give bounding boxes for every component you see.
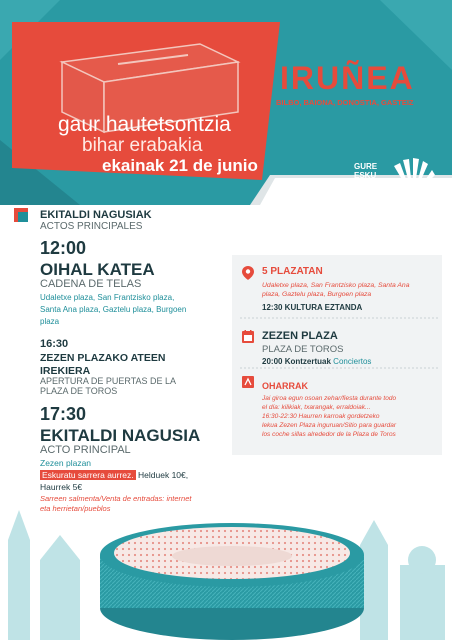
section-subtitle: ACTOS PRINCIPALES	[40, 221, 143, 232]
calendar-icon	[242, 330, 254, 343]
notes-text-line: el día: kilikiak, txarangak, erraldoiak...	[262, 404, 371, 411]
section-icon-inner	[18, 212, 28, 222]
notes-text-line: Jai giroa egun osoan zehar/fiesta durante todo	[262, 395, 397, 402]
section-icon	[14, 208, 28, 222]
event-date	[102, 156, 258, 176]
tagline-1: gaur hautetsontzia	[58, 113, 231, 136]
hand-fan-icon	[390, 156, 436, 200]
event-3-time: 17:30	[40, 404, 87, 424]
event-3-place: Zezen plazan	[40, 458, 92, 468]
event-1-places	[40, 292, 186, 328]
event-1-time: 12:00	[40, 238, 87, 258]
bullring-subtitle: PLAZA DE TOROS	[262, 344, 344, 355]
ticket-highlight: Eskuratu sarrera aurrez.	[42, 470, 134, 480]
tagline-2: bihar erabakia	[82, 135, 203, 156]
event-1-subtitle: CADENA DE TELAS	[40, 278, 142, 290]
event-2-title	[40, 352, 165, 378]
event-2-subtitle-line: PLAZA DE TOROS	[40, 386, 118, 396]
plazas-event: 12:30 KULTURA EZTANDA	[262, 303, 363, 312]
bullring-title: ZEZEN PLAZA	[262, 330, 338, 342]
plazas-text-line: plaza, Gaztelu plaza, Burgoen plaza	[262, 291, 372, 298]
event-3-title: EKITALDI NAGUSIA	[40, 426, 201, 445]
notes-title: OHARRAK	[262, 381, 308, 391]
logo-line-2: ESKU	[354, 171, 377, 180]
ticket-sale-line: eta herrietan/pueblos	[40, 504, 111, 513]
event-1-place-line: Santa Ana plaza, Gaztelu plaza, Burgoen	[40, 305, 187, 314]
plazas-text-line: Udaletxe plaza, San Frantzisko plaza, Santa Ana	[262, 282, 410, 289]
ticket-price-adult: Helduek 10€,	[138, 470, 189, 480]
bullring-illustration	[100, 523, 364, 640]
event-date-text: ekainak 21 de junio	[102, 156, 258, 175]
logo-line-1: GURE	[354, 162, 378, 171]
city-list: BILBO, BAIONA, DONOSTIA, GASTEIZ	[276, 98, 414, 107]
event-2-title-line: ZEZEN PLAZAKO ATEEN	[40, 352, 166, 364]
ticket-price-child: Haurrek 5€	[40, 482, 83, 492]
ticket-line	[40, 470, 188, 480]
notes-text	[262, 394, 396, 439]
notes-text-line: los coche sillas alrededor de la Plaza de Toros	[262, 431, 396, 438]
gure-esku-dago-logo	[354, 156, 444, 202]
map-pin-icon	[242, 266, 254, 280]
ticket-sale-line: Sarreen salmenta/Venta de entradas: internet	[40, 494, 192, 503]
event-2-subtitle-line: APERTURA DE PUERTAS DE LA	[40, 376, 177, 386]
event-1-place-line: Udaletxe plaza, San Frantzisko plaza,	[40, 293, 175, 302]
bullring-event-es: Conciertos	[333, 357, 372, 366]
event-3-subtitle: ACTO PRINCIPAL	[40, 444, 131, 456]
city-title: IRUÑEA	[280, 60, 415, 96]
bullring-event	[262, 357, 371, 366]
sparkle-icon	[242, 376, 254, 388]
plazas-text	[262, 281, 409, 299]
event-2-time: 16:30	[40, 338, 69, 350]
section-title: EKITALDI NAGUSIAK	[40, 209, 152, 221]
event-1-title: OIHAL KATEA	[40, 260, 155, 279]
notes-text-line: lekua Zezen Plaza inguruan/Sitio para guardar	[262, 422, 397, 429]
bullring-event-name: Kontzertuak	[284, 357, 331, 366]
event-1-place-line: plaza	[40, 317, 60, 326]
notes-text-line: 16:30-22:30 Haurren karroak gordetzeko	[262, 413, 380, 420]
ticket-sale	[40, 494, 191, 514]
event-2-subtitle	[40, 376, 176, 396]
event-2-title-line: IREKIERA	[40, 365, 91, 377]
plazas-title: 5 PLAZATAN	[262, 266, 323, 277]
bullring-event-time: 20:00	[262, 357, 283, 366]
logo-text	[354, 162, 378, 189]
logo-line-3: DAGO	[354, 180, 378, 189]
